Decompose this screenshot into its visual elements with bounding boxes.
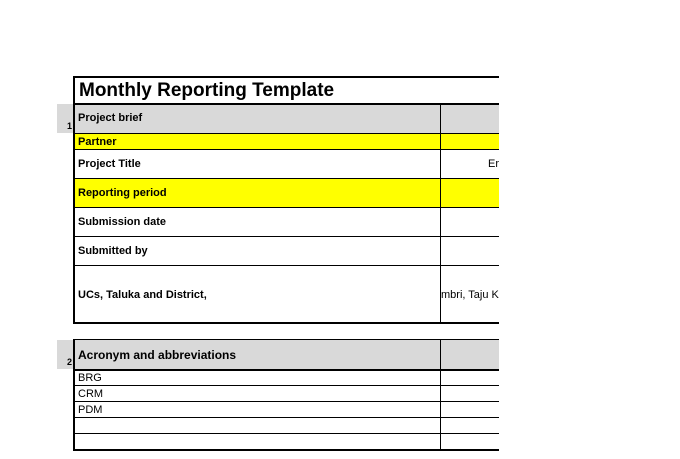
row-submission-date-label[interactable]: Submission date — [78, 216, 167, 228]
row-reporting-period-label[interactable]: Reporting period — [75, 179, 440, 207]
grid-line — [73, 417, 499, 418]
acronym-row[interactable] — [75, 434, 440, 449]
acronym-row[interactable] — [75, 418, 440, 433]
row-ucs-value[interactable]: mbri, Taju K — [441, 288, 499, 301]
grid-line — [73, 76, 499, 78]
row-project-title-value[interactable]: Er — [488, 158, 499, 170]
grid-line — [73, 103, 499, 105]
grid-line — [73, 207, 499, 208]
template-title[interactable]: Monthly Reporting Template — [79, 80, 335, 101]
grid-line — [73, 149, 499, 150]
grid-line — [440, 103, 441, 323]
row-project-title-label[interactable]: Project Title — [78, 158, 141, 170]
row-number-2: 2 — [57, 340, 74, 369]
grid-line — [73, 449, 499, 451]
acronym-row[interactable]: BRG — [78, 371, 102, 384]
grid-line — [73, 339, 499, 340]
row-reporting-period-value[interactable] — [441, 179, 499, 207]
row-submitted-by-label[interactable]: Submitted by — [78, 245, 148, 257]
row-submission-date-value[interactable] — [441, 208, 499, 236]
grid-line — [73, 265, 499, 266]
grid-line — [73, 339, 75, 451]
row-partner-value[interactable] — [441, 134, 499, 149]
section2-header[interactable]: Acronym and abbreviations — [75, 340, 440, 369]
grid-line — [73, 236, 499, 237]
acronym-row[interactable]: PDM — [78, 403, 103, 416]
grid-line — [73, 322, 499, 324]
grid-line — [73, 385, 499, 386]
grid-line — [73, 133, 499, 134]
row-ucs-label[interactable]: UCs, Taluka and District, — [78, 288, 207, 301]
acronym-row[interactable]: CRM — [78, 387, 104, 400]
row-number-1: 1 — [57, 104, 74, 133]
row-partner-label[interactable]: Partner — [75, 134, 440, 149]
grid-line — [440, 339, 441, 450]
section1-header[interactable]: Project brief — [75, 104, 440, 133]
grid-line — [73, 369, 499, 371]
grid-line — [73, 178, 499, 179]
grid-line — [73, 76, 75, 324]
grid-line — [73, 433, 499, 434]
grid-line — [73, 401, 499, 402]
section1-header-value[interactable] — [441, 104, 499, 133]
section2-header-value[interactable] — [441, 340, 499, 369]
row-submitted-by-value[interactable] — [441, 237, 499, 265]
